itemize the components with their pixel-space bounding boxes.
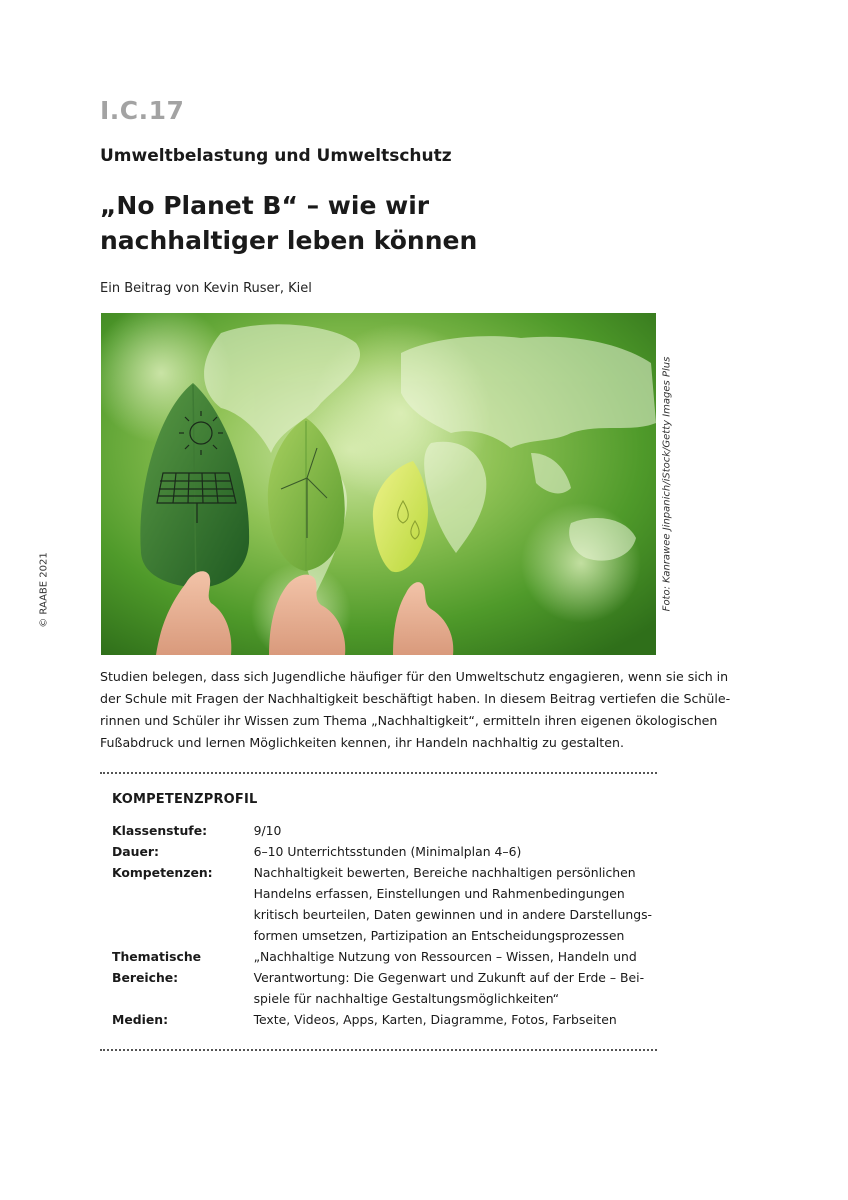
- intro-line: Fußabdruck und lernen Möglichkeiten kennen, ihr Handeln nachhaltig zu gestalten.: [100, 735, 624, 750]
- copyright: © RAABE 2021: [38, 552, 50, 628]
- table-row: [112, 820, 652, 841]
- value-line: kritisch beurteilen, Daten gewinnen und in andere Darstellungs-: [253, 907, 652, 922]
- row-label: Kompetenzen:: [112, 865, 213, 880]
- title-line-2: nachhaltiger leben können: [100, 226, 478, 255]
- value-line: Texte, Videos, Apps, Karten, Diagramme, Fotos, Farbseiten: [253, 1012, 617, 1027]
- row-value: [254, 946, 652, 1009]
- value-line: formen umsetzen, Partizipation an Entscheidungsprozessen: [253, 928, 625, 943]
- page-title: [100, 188, 660, 258]
- value-line: spiele für nachhaltige Gestaltungsmöglichkeiten“: [253, 991, 560, 1006]
- dotted-divider-bottom: [100, 1049, 657, 1051]
- row-label: Medien:: [112, 1012, 169, 1027]
- row-label: Thematische Bereiche:: [112, 949, 202, 985]
- photo-credit: Foto: Kanrawee Jinpanich/iStock/Getty Images Plus: [661, 356, 673, 612]
- row-label: Dauer:: [112, 844, 159, 859]
- cover-photo: [101, 313, 656, 655]
- value-line: 9/10: [253, 823, 282, 838]
- row-label: Klassenstufe:: [112, 823, 208, 838]
- intro-line: rinnen und Schüler ihr Wissen zum Thema „Nachhaltigkeit“, ermitteln ihren eigenen ökologischen: [100, 713, 718, 728]
- photo-credit-container: [657, 313, 677, 655]
- table-row: [112, 1009, 652, 1030]
- value-line: Nachhaltigkeit bewerten, Bereiche nachhaltigen persönlichen: [253, 865, 636, 880]
- kompetenzprofil-title: KOMPETENZPROFIL: [112, 792, 258, 807]
- dotted-divider-top: [100, 772, 657, 774]
- intro-line: Studien belegen, dass sich Jugendliche häufiger für den Umweltschutz engagieren, wenn sie sich in: [100, 669, 729, 684]
- unit-code: I.C.17: [100, 96, 185, 125]
- author-line: Ein Beitrag von Kevin Ruser, Kiel: [100, 281, 312, 296]
- value-line: Handelns erfassen, Einstellungen und Rahmenbedingungen: [253, 886, 625, 901]
- table-row: [112, 946, 652, 1009]
- value-line: „Nachhaltige Nutzung von Ressourcen – Wissen, Handeln und: [253, 949, 637, 964]
- table-row: [112, 841, 652, 862]
- row-value: [254, 1009, 652, 1030]
- cover-photo-illustration: [101, 313, 656, 655]
- table-row: [112, 862, 652, 946]
- topic-subtitle: Umweltbelastung und Umweltschutz: [100, 146, 452, 166]
- value-line: 6–10 Unterrichtsstunden (Minimalplan 4–6): [253, 844, 522, 859]
- copyright-container: [34, 540, 54, 640]
- value-line: Verantwortung: Die Gegenwart und Zukunft auf der Erde – Bei-: [253, 970, 645, 985]
- intro-line: der Schule mit Fragen der Nachhaltigkeit beschäftigt haben. In diesem Beitrag vertiefen die Schüle-: [100, 691, 731, 706]
- row-value: [254, 820, 652, 841]
- kompetenzprofil-table: [112, 820, 652, 1030]
- title-line-1: „No Planet B“ – wie wir: [100, 191, 430, 220]
- row-value: [254, 841, 652, 862]
- intro-paragraph: [100, 666, 731, 754]
- row-value: [254, 862, 652, 946]
